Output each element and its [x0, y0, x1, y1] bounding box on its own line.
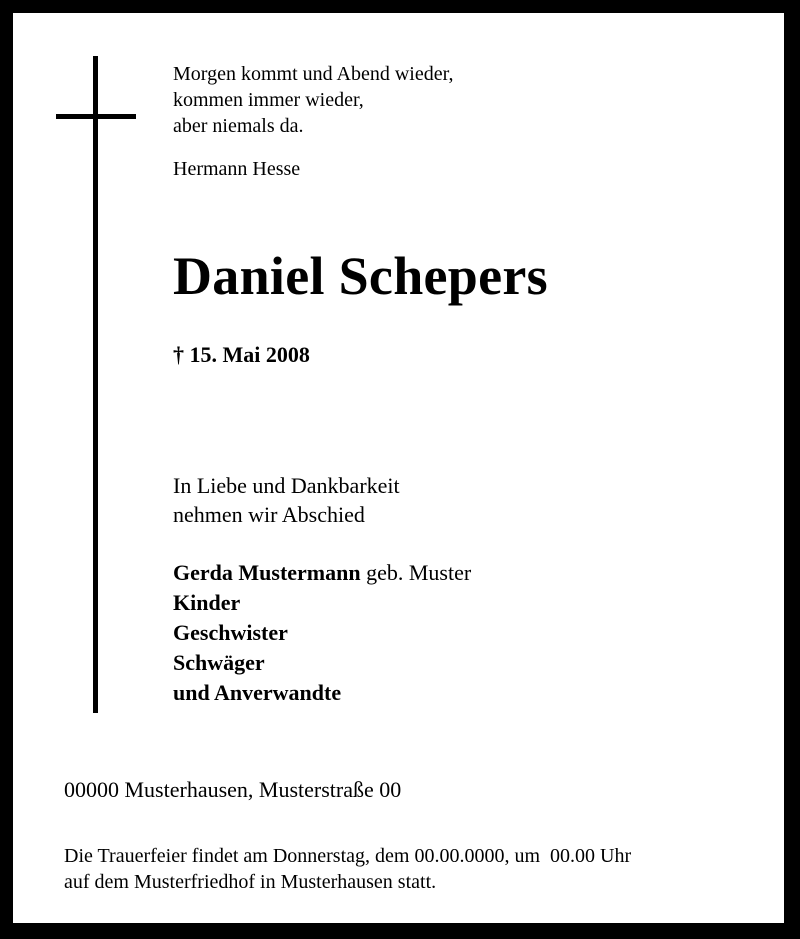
- mourner-item: Kinder: [173, 590, 241, 615]
- farewell-text: [173, 471, 400, 529]
- ceremony-line: auf dem Musterfriedhof in Musterhausen statt.: [64, 871, 437, 893]
- poem-line: Morgen kommt und Abend wieder,: [173, 63, 454, 85]
- poem-author: Hermann Hesse: [173, 158, 301, 180]
- death-date: † 15. Mai 2008: [173, 342, 310, 367]
- mourners-list: [173, 558, 471, 708]
- deceased-name: Daniel Schepers: [173, 246, 548, 306]
- mourner-name: Gerda Mustermann: [173, 560, 361, 585]
- poem-line: kommen immer wieder,: [173, 89, 364, 111]
- cross-icon: [93, 56, 98, 713]
- poem-line: aber niemals da.: [173, 115, 304, 137]
- ceremony-info: [64, 843, 631, 895]
- mourner-item: Geschwister: [173, 620, 288, 645]
- mourner-item: und Anverwandte: [173, 680, 342, 705]
- farewell-line: In Liebe und Dankbarkeit: [173, 473, 400, 498]
- family-address: 00000 Musterhausen, Musterstraße 00: [64, 777, 402, 802]
- ceremony-line: Die Trauerfeier findet am Donnerstag, dem 00.00.0000, um 00.00 Uhr: [64, 845, 632, 867]
- farewell-line: nehmen wir Abschied: [173, 502, 365, 527]
- cross-icon-crossbar: [56, 114, 136, 119]
- mourner-maiden-name: geb. Muster: [360, 560, 472, 585]
- mourner-item: Schwäger: [173, 650, 265, 675]
- poem-quote: [173, 61, 453, 139]
- mourner-item: [173, 558, 471, 588]
